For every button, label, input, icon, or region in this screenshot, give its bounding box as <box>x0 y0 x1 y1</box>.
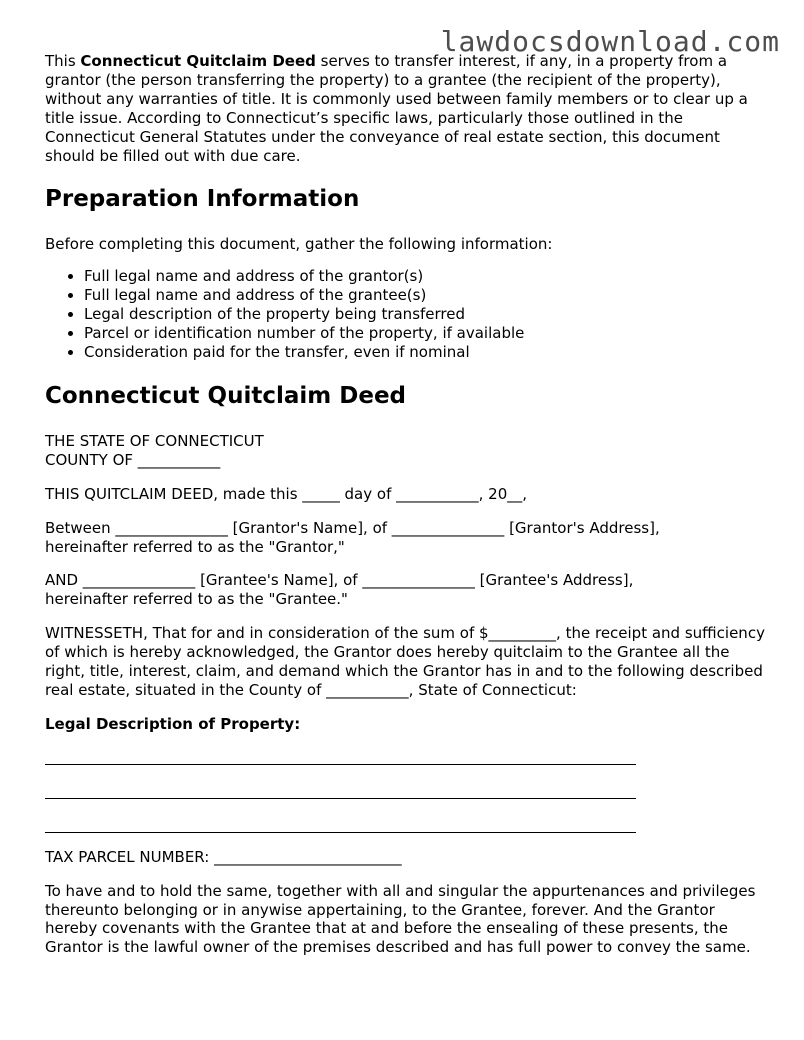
preparation-heading: Preparation Information <box>45 186 360 213</box>
grantor-referred-line: hereinafter referred to as the "Grantor," <box>45 537 345 556</box>
witnesseth-paragraph: WITNESSETH, That for and in consideration of the sum of $_________, the receipt and sufficiency of which is hereby acknowledged, the Grantor does hereby quitclaim to the Grantee all the right, title, interest, claim, and demand which the Grantor has in and to the following described real estate, situated in the County of ___________, State of Connecticut: <box>45 624 765 699</box>
county-line: COUNTY OF ___________ <box>45 450 221 469</box>
intro-paragraph <box>45 52 767 165</box>
preparation-lead: Before completing this document, gather the following information: <box>45 235 553 254</box>
watermark-logo: lawdocsdownload.com <box>440 25 780 58</box>
legal-description-line-2 <box>45 780 636 799</box>
grantee-line: AND _______________ [Grantee's Name], of _______________ [Grantee's Address], <box>45 571 634 590</box>
habendum-paragraph: To have and to hold the same, together with all and singular the appurtenances and privileges thereunto belonging or in anywise appertaining, to the Grantee, forever. And the Grantor hereby covenants with the Grantee that at and before the ensealing of these presents, the Grantor is the lawful owner of the premises described and has full power to convey the same. <box>45 881 756 957</box>
list-item: • Legal description of the property being transferred <box>84 305 767 324</box>
state-line: THE STATE OF CONNECTICUT <box>45 431 264 450</box>
list-item: • Full legal name and address of the grantee(s) <box>84 286 767 305</box>
state-county-block <box>45 432 767 470</box>
grantor-block <box>45 519 767 557</box>
intro-pre: This <box>45 52 81 70</box>
grantee-block <box>45 571 767 609</box>
list-item: • Parcel or identification number of the property, if available <box>84 324 767 343</box>
legal-description-line-3 <box>45 814 636 833</box>
intro-post: serves to transfer interest, if any, in a property from a grantor (the person transferring the property) to a grantee (the recipient of the property), without any warranties of title. It is commonly used between family members or to clear up a title issue. According to Connecticut’s specific laws, particularly those outlined in the Connecticut General Statutes under the conveyance of real estate section, this document should be filled out with due care. <box>45 52 748 165</box>
legal-description-line-1 <box>45 746 636 765</box>
made-line: THIS QUITCLAIM DEED, made this _____ day of ___________, 20__, <box>45 484 528 503</box>
intro-bold-title: Connecticut Quitclaim Deed <box>80 52 316 70</box>
deed-heading: Connecticut Quitclaim Deed <box>45 382 407 409</box>
legal-description-title: Legal Description of Property: <box>45 714 301 733</box>
grantee-referred-line: hereinafter referred to as the "Grantee." <box>45 590 348 609</box>
tax-parcel-line: TAX PARCEL NUMBER: _________________________ <box>45 847 402 866</box>
grantor-line: Between _______________ [Grantor's Name], of _______________ [Grantor's Address], <box>45 518 660 537</box>
preparation-list <box>45 267 767 362</box>
list-item: • Full legal name and address of the grantor(s) <box>84 267 767 286</box>
document-body <box>45 52 767 957</box>
list-item: • Consideration paid for the transfer, even if nominal <box>84 343 767 362</box>
